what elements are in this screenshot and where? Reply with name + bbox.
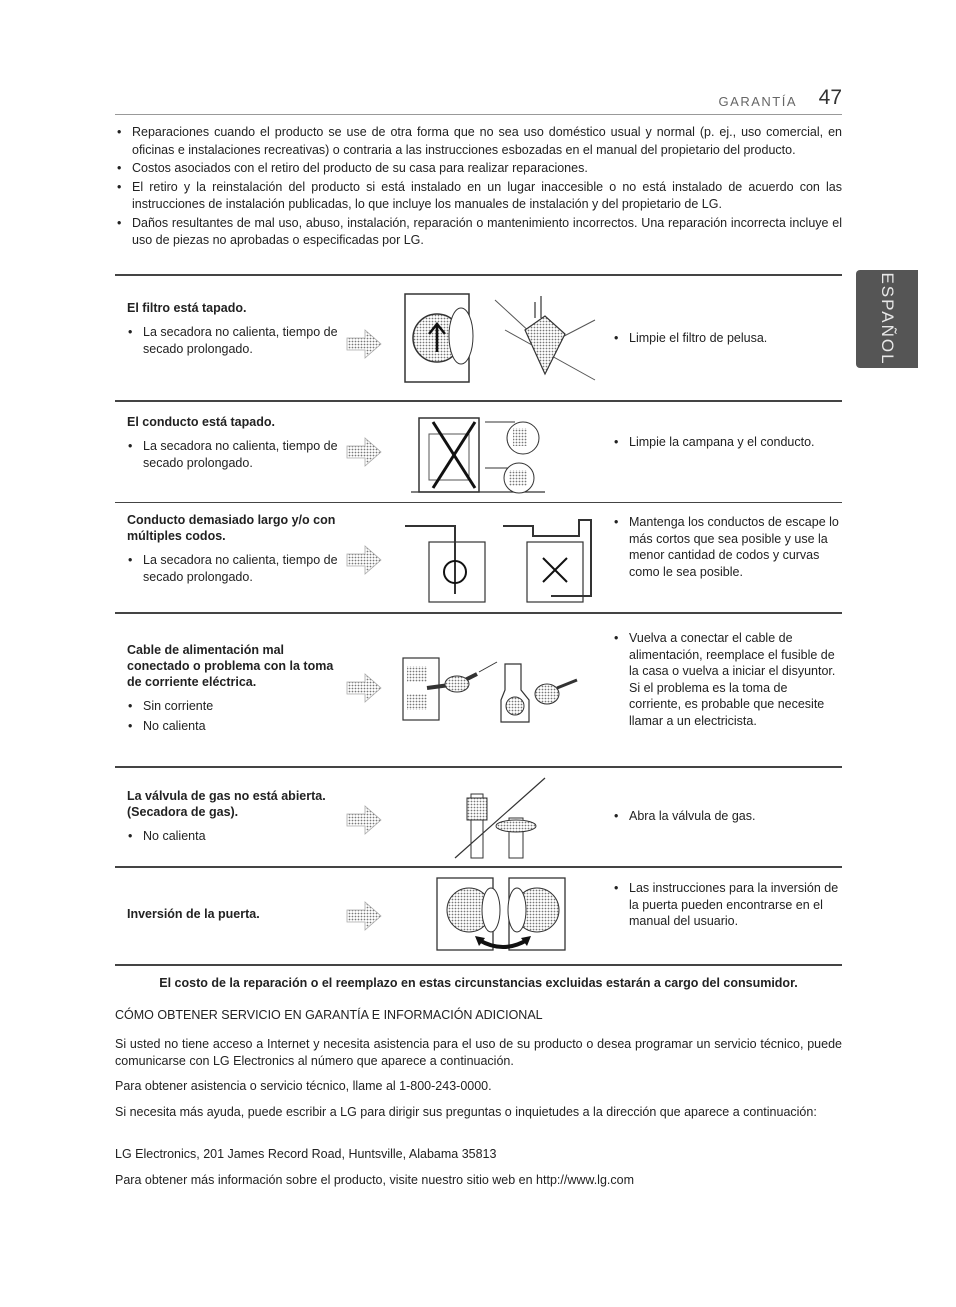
arrow-right-icon: [345, 328, 383, 360]
symptom-item: • La secadora no calienta, tiempo de secado prolongado.: [127, 324, 342, 357]
arrow-right-icon: [345, 900, 383, 932]
divider: [115, 502, 842, 503]
symptom-item: • No calienta: [127, 718, 342, 735]
solution-text: • Abra la válvula de gas.: [613, 808, 842, 825]
exclusions-list: [115, 124, 842, 251]
symptom-item: • Sin corriente: [127, 698, 342, 715]
issue-title: La válvula de gas no está abierta. (Secadora de gas).: [127, 789, 326, 819]
solution-text: • Las instrucciones para la inversión de la puerta pueden encontrarse en el manual del usuario.: [613, 880, 842, 930]
issue-row-door: [115, 872, 842, 962]
symptom-item: • La secadora no calienta, tiempo de secado prolongado.: [127, 438, 342, 471]
arrow-right-icon: [345, 436, 383, 468]
page-number: 47: [818, 86, 842, 109]
lint-filter-illustration: [395, 290, 605, 390]
solution-text: • Vuelva a conectar el cable de alimentación, reemplace el fusible de la casa o vuelva a iniciar el disyuntor. Si el problema es la toma de corriente, es probable que necesite llamar a un electricista.: [613, 630, 842, 729]
arrow-right-icon: [345, 804, 383, 836]
gas-valve-illustration: [395, 776, 555, 862]
divider: [115, 612, 842, 614]
list-item: • Daños resultantes de mal uso, abuso, instalación, reparación o mantenimiento incorrectos. Una reparación incorrecta incluye el uso de piezas no aprobadas o especificadas por LG.: [115, 215, 842, 250]
duct-routing-illustration: [399, 512, 609, 608]
issue-title: Conducto demasiado largo y/o con múltiples codos.: [127, 513, 336, 543]
arrow-right-icon: [345, 544, 383, 576]
list-item: • Reparaciones cuando el producto se use de otra forma que no sea uso doméstico usual y normal (p. ej., uso comercial, en oficinas e instalaciones recreativas) o contraria a las instrucciones esbozadas en el manual del propietario del producto.: [115, 124, 842, 159]
issue-solution: [613, 514, 842, 580]
divider: [115, 274, 842, 276]
arrow-right-icon: [345, 672, 383, 704]
issue-title: Inversión de la puerta.: [127, 907, 260, 921]
issue-row-filter: [115, 284, 842, 396]
solution-text: • Limpie la campana y el conducto.: [613, 434, 842, 451]
vent-duct-illustration: [395, 408, 605, 500]
language-tab-label: ESPAÑOL: [878, 272, 897, 366]
service-paragraph: Si usted no tiene acceso a Internet y necesita asistencia para el uso de su producto o desea programar un servicio técnico, puede comunicarse con LG Electronics al número que aparece a continuación.: [115, 1037, 842, 1068]
issue-cause: [127, 788, 342, 848]
divider: [115, 866, 842, 868]
list-item: • El retiro y la reinstalación del producto si está instalado en un lugar inaccesible o no está instalado de acuerdo con las instrucciones de instalación publicadas, lo que incluye los manuales de instalación y del propietario de LG.: [115, 179, 842, 214]
divider: [115, 766, 842, 768]
list-item: • Costos asociados con el retiro del producto de su casa para realizar reparaciones.: [115, 160, 842, 178]
page-header: [115, 86, 842, 115]
issue-solution: [613, 880, 842, 930]
issue-cause: [127, 906, 342, 930]
service-website: Para obtener más información sobre el producto, visite nuestro sitio web en http://www.lg.com: [115, 1173, 635, 1187]
door-reversal-illustration: [433, 874, 593, 960]
issue-title: Cable de alimentación mal conectado o problema con la toma de corriente eléctrica.: [127, 643, 334, 689]
consumer-cost-disclaimer: El costo de la reparación o el reemplazo en estas circunstancias excluidas estarán a cargo del consumidor.: [159, 976, 798, 990]
issue-title: El conducto está tapado.: [127, 415, 275, 429]
issue-solution: [613, 330, 842, 347]
solution-text: • Mantenga los conductos de escape lo más cortos que sea posible y use la menor cantidad de codos y curvas como le sea posible.: [613, 514, 842, 580]
divider: [115, 400, 842, 402]
power-outlet-illustration: [397, 646, 607, 750]
issue-row-power: [115, 624, 842, 762]
service-address: LG Electronics, 201 James Record Road, Huntsville, Alabama 35813: [115, 1147, 497, 1161]
issue-cause: [127, 512, 342, 588]
issue-cause: [127, 642, 342, 737]
issue-solution: [613, 630, 842, 729]
service-paragraph: Si necesita más ayuda, puede escribir a LG para dirigir sus preguntas o inquietudes a la dirección que aparece a continuación:: [115, 1105, 817, 1119]
issue-solution: [613, 434, 842, 451]
section-title: GARANTÍA: [718, 94, 797, 109]
service-heading: CÓMO OBTENER SERVICIO EN GARANTÍA E INFORMACIÓN ADICIONAL: [115, 1008, 543, 1022]
issue-cause: [127, 300, 342, 360]
issue-cause: [127, 414, 342, 474]
issue-title: El filtro está tapado.: [127, 301, 247, 315]
issue-row-gas-valve: [115, 776, 842, 864]
symptom-item: • No calienta: [127, 828, 342, 845]
issue-solution: [613, 808, 842, 825]
solution-text: • Limpie el filtro de pelusa.: [613, 330, 842, 347]
language-tab: [856, 270, 918, 368]
issue-row-duct-blocked: [115, 404, 842, 500]
service-phone: Para obtener asistencia o servicio técnico, llame al 1-800-243-0000.: [115, 1079, 492, 1093]
divider: [115, 964, 842, 966]
symptom-item: • La secadora no calienta, tiempo de secado prolongado.: [127, 552, 342, 585]
issue-row-duct-long: [115, 506, 842, 610]
